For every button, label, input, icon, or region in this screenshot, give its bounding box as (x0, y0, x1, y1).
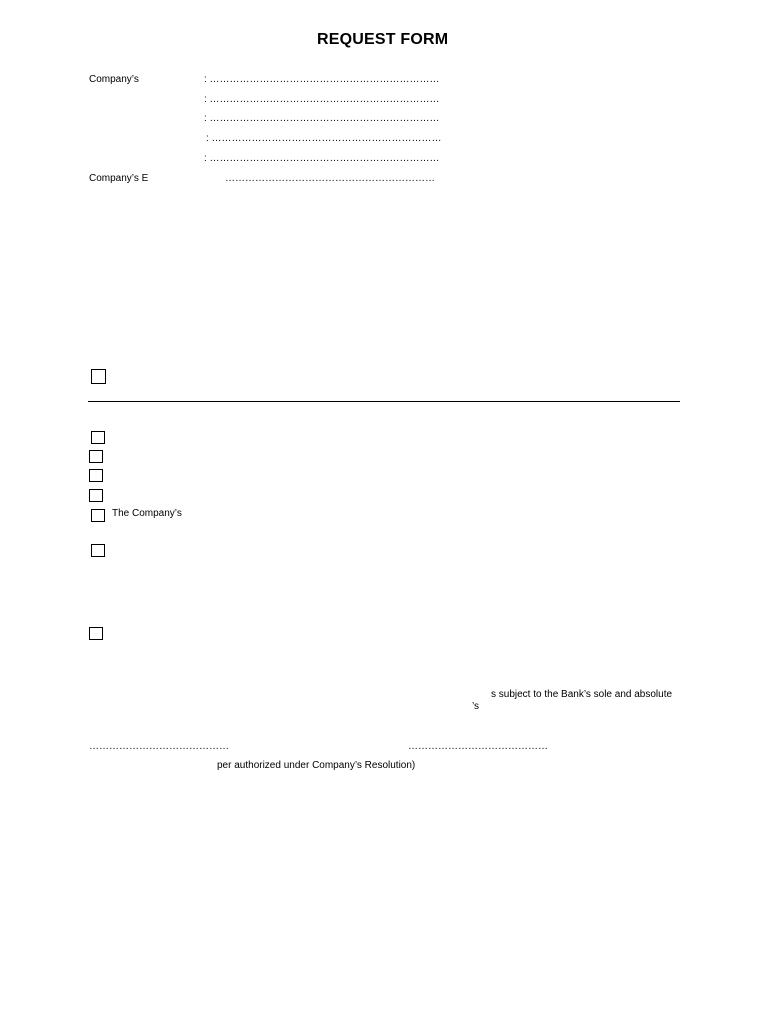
option-5-label: The Company’s (112, 508, 182, 519)
declaration-line-1: s subject to the Bank’s sole and absolute (491, 689, 673, 700)
checkbox-option-7[interactable] (89, 627, 103, 640)
company-field-1[interactable]: : …………………………………………………………… (204, 74, 440, 85)
company-field-2[interactable]: : …………………………………………………………… (204, 94, 440, 105)
company-field-3[interactable]: : …………………………………………………………… (204, 113, 440, 124)
signature-note: per authorized under Company’s Resolution) (217, 760, 416, 771)
checkbox-option-1[interactable] (91, 431, 105, 444)
section-divider (88, 401, 680, 402)
declaration-line-2: ’s (472, 701, 480, 712)
company-name-label: Company’s (89, 74, 139, 85)
checkbox-option-5[interactable] (91, 509, 105, 522)
signature-right-field[interactable]: …………………………………… (408, 741, 548, 752)
company-email-field[interactable]: ……………………………………………………… (225, 173, 435, 184)
company-email-label: Company’s E (89, 173, 149, 184)
company-field-4[interactable]: : …………………………………………………………… (206, 133, 442, 144)
checkbox-top[interactable] (91, 369, 106, 384)
checkbox-option-3[interactable] (89, 469, 103, 482)
checkbox-option-4[interactable] (89, 489, 103, 502)
checkbox-option-2[interactable] (89, 450, 103, 463)
company-field-5[interactable]: : …………………………………………………………… (204, 153, 440, 164)
form-title: REQUEST FORM (317, 31, 449, 48)
checkbox-option-6[interactable] (91, 544, 105, 557)
signature-left-field[interactable]: …………………………………… (89, 741, 229, 752)
